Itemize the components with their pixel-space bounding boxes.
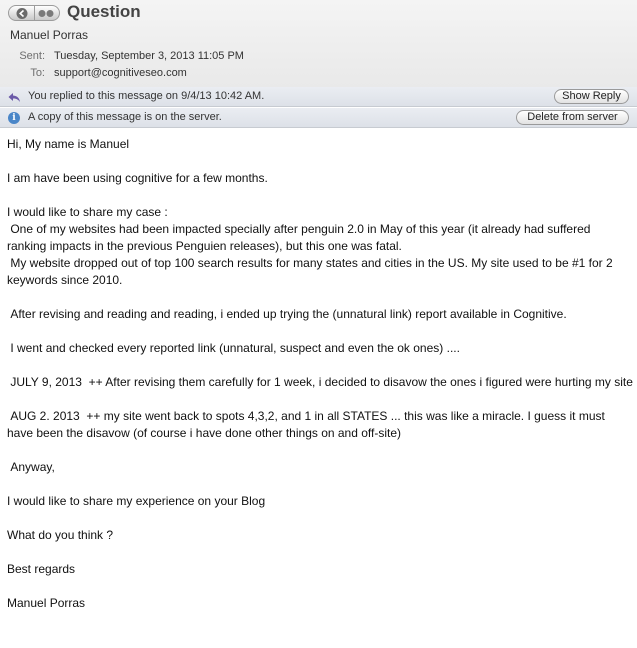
message-paragraph: I am have been using cognitive for a few months. — [7, 171, 268, 185]
message-subject: Question — [67, 2, 141, 21]
message-paragraph: I would like to share my case : One of my websites had been impacted specially after penguin 2.0 in May of this year (it already had suffered ranking impacts in the previous Penguien releases), but this one was fatal. My website dropped out of top 100 search results for many states and cities in the US. My site used to be #1 for 2 keywords since 2010. — [7, 205, 613, 287]
info-icon: i — [7, 111, 21, 125]
show-reply-button[interactable]: Show Reply — [554, 89, 629, 104]
message-body — [7, 136, 633, 612]
arrow-left-icon — [16, 8, 28, 19]
delete-from-server-button[interactable]: Delete from server — [516, 110, 629, 125]
message-paragraph: I would like to share my experience on your Blog — [7, 494, 266, 508]
server-copy-text: A copy of this message is on the server. — [28, 111, 222, 123]
to-label: To: — [30, 67, 45, 79]
more-button[interactable] — [34, 6, 59, 20]
message-paragraph: JULY 9, 2013 ++ After revising them carefully for 1 week, i decided to disavow the ones i figured were hurting my site — [7, 375, 633, 389]
sender-name[interactable]: Manuel Porras — [10, 28, 89, 42]
reply-icon — [7, 90, 21, 104]
message-header — [0, 0, 637, 88]
ellipsis-icon — [38, 8, 56, 19]
message-paragraph: What do you think ? — [7, 528, 114, 542]
replied-banner — [0, 87, 637, 107]
message-paragraph: I went and checked every reported link (unnatural, suspect and even the ok ones) .... — [7, 341, 460, 355]
message-paragraph: Manuel Porras — [7, 596, 86, 610]
navigation-buttons — [8, 5, 60, 21]
recipient-address[interactable]: support@cognitiveseo.com — [54, 67, 187, 79]
message-paragraph: Best regards — [7, 562, 76, 576]
message-paragraph: Anyway, — [7, 460, 55, 474]
sent-value: Tuesday, September 3, 2013 11:05 PM — [54, 50, 244, 62]
message-paragraph: AUG 2. 2013 ++ my site went back to spots 4,3,2, and 1 in all STATES ... this was like a miracle. I guess it must have been the disavow (of course i have done other things on and off-site) — [7, 409, 609, 440]
sent-label: Sent: — [19, 50, 45, 62]
replied-text: You replied to this message on 9/4/13 10:42 AM. — [28, 90, 265, 102]
back-button[interactable] — [9, 6, 34, 20]
server-copy-banner — [0, 108, 637, 128]
message-paragraph: After revising and reading and reading, i ended up trying the (unnatural link) report available in Cognitive. — [7, 307, 567, 321]
message-paragraph: Hi, My name is Manuel — [7, 137, 130, 151]
